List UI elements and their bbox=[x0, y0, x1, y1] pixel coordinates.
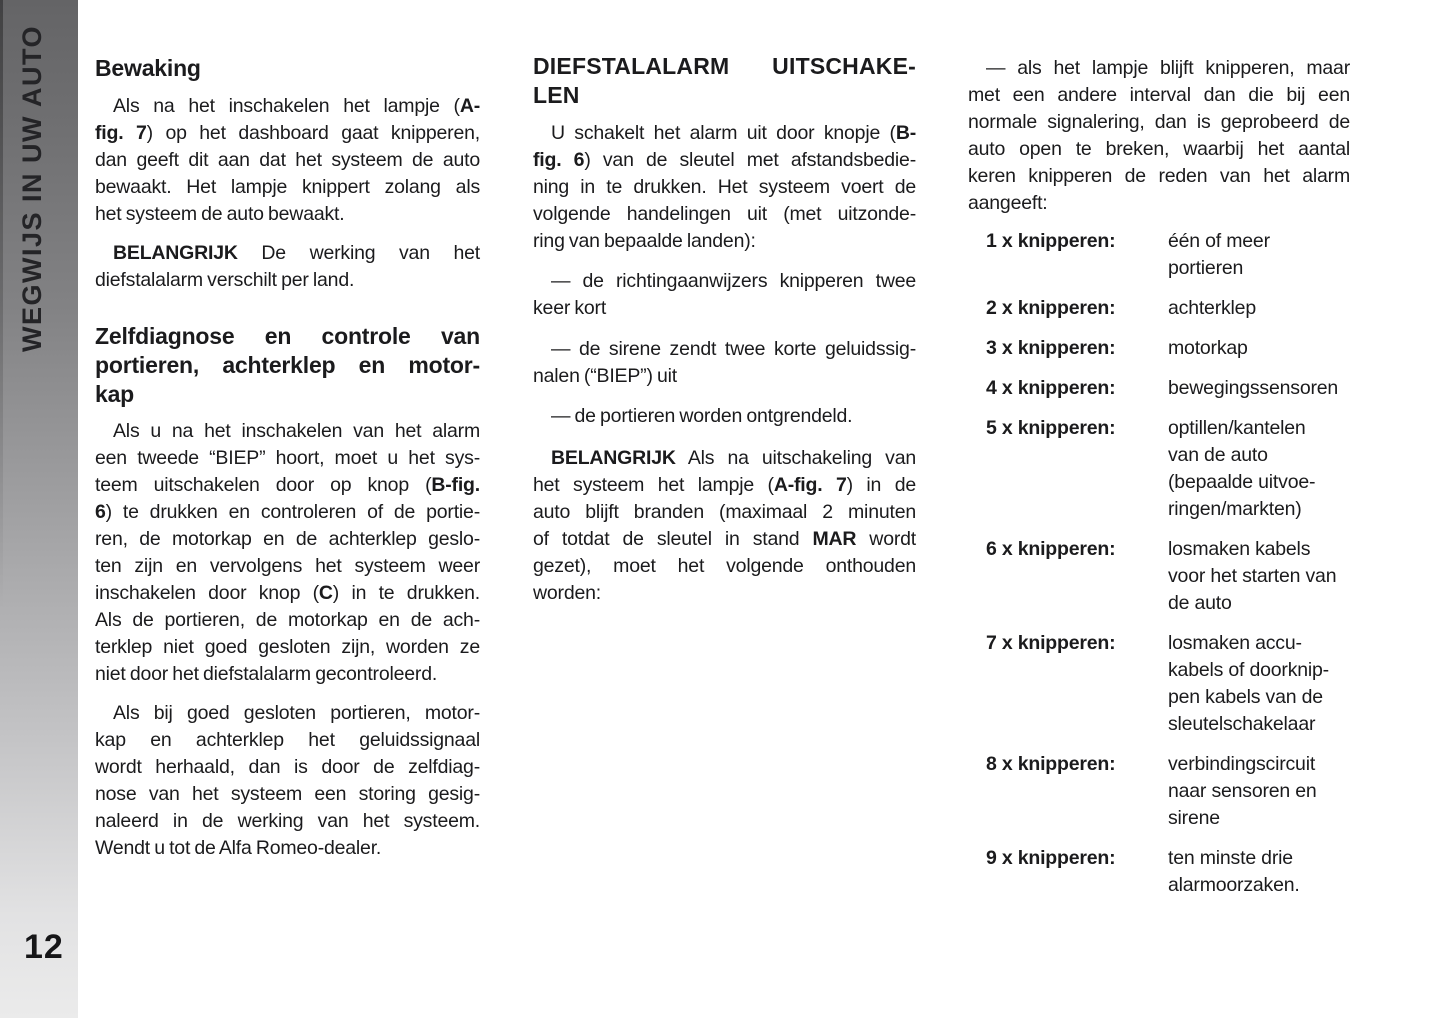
list-row bbox=[968, 845, 1350, 899]
text-line: — de sirene zendt twee korte geluidssig- bbox=[551, 338, 916, 360]
text-line: bewegingssensoren bbox=[1168, 377, 1339, 399]
text-line: DIEFSTALALARM UITSCHAKE- bbox=[533, 53, 916, 79]
text-line: achterklep bbox=[1168, 297, 1256, 319]
text-line: naleerd in de werking van het systeem. bbox=[95, 810, 480, 832]
text-line: diefstalalarm verschilt per land. bbox=[95, 269, 355, 291]
text-line: een tweede “BIEP” hoort, moet u het sys- bbox=[95, 447, 480, 469]
sidebar-rail bbox=[0, 0, 78, 1018]
text-line: één of meer bbox=[1168, 230, 1270, 252]
text-line: ten minste drie bbox=[1168, 847, 1293, 869]
text-line: Als bij goed gesloten portieren, motor- bbox=[113, 702, 480, 724]
text-line: pen kabels van de bbox=[1168, 686, 1323, 708]
heading-diefstalalarm-uitschakelen bbox=[533, 52, 916, 110]
text-line: kap bbox=[95, 381, 135, 407]
paragraph-zelfdiagnose-2 bbox=[95, 700, 480, 862]
text-line: inschakelen door knop (C) in te drukken. bbox=[95, 582, 480, 604]
text-line: losmaken kabels bbox=[1168, 538, 1311, 560]
text-line: 6) te drukken en controleren of de portie- bbox=[95, 501, 480, 523]
list-row bbox=[968, 415, 1350, 523]
text-line: ning in te drukken. Het systeem voert de bbox=[533, 176, 916, 198]
text-line: niet door het diefstalalarm gecontroleerd. bbox=[95, 663, 438, 685]
text-line: Zelfdiagnose en controle van bbox=[95, 323, 480, 349]
chapter-vertical-label: WEGWIJS IN UW AUTO bbox=[17, 25, 47, 352]
text-line: dan geeft dit aan dat het systeem de auto bbox=[95, 149, 480, 171]
text-line: Als na het inschakelen het lampje (A- bbox=[113, 95, 480, 117]
list-row bbox=[968, 630, 1350, 738]
text-line: BELANGRIJK Als na uitschakeling van bbox=[551, 447, 916, 469]
list-row bbox=[968, 375, 1350, 402]
text-line: motorkap bbox=[1168, 337, 1248, 359]
text-line: portieren bbox=[1168, 257, 1244, 279]
text-line: het systeem het lampje (A-fig. 7) in de bbox=[533, 474, 917, 496]
text-line: sleutelschakelaar bbox=[1168, 713, 1316, 735]
list-term: 3 x knipperen: bbox=[986, 337, 1116, 359]
list-description bbox=[1168, 415, 1350, 523]
list-description bbox=[1168, 295, 1350, 322]
column-left bbox=[95, 55, 480, 862]
text-line: nalen (“BIEP”) uit bbox=[533, 365, 677, 387]
column-middle bbox=[533, 52, 916, 607]
text-line: portieren, achterklep en motor- bbox=[95, 352, 480, 378]
text-line: fig. 7) op het dashboard gaat knipperen, bbox=[95, 122, 480, 144]
list-term: 6 x knipperen: bbox=[986, 538, 1116, 560]
text-line: normale signalering, dan is geprobeerd de bbox=[968, 111, 1350, 133]
text-line: of totdat de sleutel in stand MAR wordt bbox=[533, 528, 916, 550]
text-line: — de portieren worden ontgrendeld. bbox=[551, 405, 853, 427]
text-line: keer kort bbox=[533, 297, 607, 319]
text-line: ring van bepaalde landen): bbox=[533, 230, 756, 252]
knipperen-list bbox=[968, 228, 1350, 899]
page-number: 12 bbox=[24, 928, 64, 966]
column-right bbox=[968, 55, 1350, 912]
text-line: sirene bbox=[1168, 807, 1220, 829]
heading-bewaking bbox=[95, 55, 480, 82]
text-line: kap en achterklep het geluidssignaal bbox=[95, 729, 480, 751]
list-term: 4 x knipperen: bbox=[986, 377, 1116, 399]
text-line: van de auto bbox=[1168, 444, 1268, 466]
list-term: 5 x knipperen: bbox=[986, 417, 1116, 439]
list-description bbox=[1168, 751, 1350, 832]
text-line: verbindingscircuit bbox=[1168, 753, 1316, 775]
paragraph-uitschakelen-1 bbox=[533, 120, 916, 255]
list-term: 1 x knipperen: bbox=[986, 230, 1116, 252]
list-row bbox=[968, 228, 1350, 282]
text-line: ringen/markten) bbox=[1168, 498, 1302, 520]
list-row bbox=[968, 335, 1350, 362]
heading-zelfdiagnose bbox=[95, 322, 480, 409]
list-description bbox=[1168, 335, 1350, 362]
text-line: Wendt u tot de Alfa Romeo-dealer. bbox=[95, 837, 382, 859]
text-line: keren knipperen de reden van het alarm bbox=[968, 165, 1350, 187]
text-line: fig. 6) van de sleutel met afstandsbedie- bbox=[533, 149, 916, 171]
text-line: voor het starten van bbox=[1168, 565, 1337, 587]
paragraph-lampje-knipperen bbox=[968, 55, 1350, 217]
list-row bbox=[968, 751, 1350, 832]
text-line: optillen/kantelen bbox=[1168, 417, 1306, 439]
text-line: (bepaalde uitvoe- bbox=[1168, 471, 1316, 493]
list-row bbox=[968, 536, 1350, 617]
text-line: volgende handelingen uit (met uitzonde- bbox=[533, 203, 916, 225]
text-line: Als u na het inschakelen van het alarm bbox=[113, 420, 480, 442]
text-line: de auto bbox=[1168, 592, 1232, 614]
paragraph-belangrijk-uitschakeling bbox=[533, 445, 916, 607]
list-description bbox=[1168, 375, 1350, 402]
text-line: kabels of doorknip- bbox=[1168, 659, 1329, 681]
text-line: met een andere interval dan die bij een bbox=[968, 84, 1350, 106]
text-line: naar sensoren en bbox=[1168, 780, 1317, 802]
text-line: losmaken accu- bbox=[1168, 632, 1302, 654]
text-line: aangeeft: bbox=[968, 192, 1048, 214]
text-line: wordt herhaald, dan is door de zelfdiag- bbox=[95, 756, 480, 778]
list-description bbox=[1168, 228, 1350, 282]
paragraph-zelfdiagnose-1 bbox=[95, 418, 480, 688]
text-line: auto open te breken, waarbij het aantal bbox=[968, 138, 1350, 160]
text-line: LEN bbox=[533, 82, 580, 108]
list-description bbox=[1168, 536, 1350, 617]
paragraph-belangrijk-land bbox=[95, 240, 480, 294]
text-line: teem uitschakelen door op knop (B-fig. bbox=[95, 474, 480, 496]
text-line: BELANGRIJK De werking van het bbox=[113, 242, 480, 264]
text-line: — als het lampje blijft knipperen, maar bbox=[986, 57, 1350, 79]
bullet-portieren bbox=[533, 403, 916, 430]
text-line: U schakelt het alarm uit door knopje (B- bbox=[551, 122, 916, 144]
text-line: worden: bbox=[533, 582, 601, 604]
text-line: bewaakt. Het lampje knippert zolang als bbox=[95, 176, 480, 198]
text-line: terklep niet goed gesloten zijn, worden ze bbox=[95, 636, 480, 658]
list-term: 2 x knipperen: bbox=[986, 297, 1116, 319]
bullet-sirene bbox=[533, 336, 916, 390]
bullet-richtingaanwijzers bbox=[533, 268, 916, 322]
list-description bbox=[1168, 845, 1350, 899]
list-description bbox=[1168, 630, 1350, 738]
text-line: het systeem de auto bewaakt. bbox=[95, 203, 345, 225]
text-line: ten zijn en vervolgens het systeem weer bbox=[95, 555, 480, 577]
text-line: auto blijft branden (maximaal 2 minuten bbox=[533, 501, 916, 523]
list-term: 8 x knipperen: bbox=[986, 753, 1116, 775]
text-line: Bewaking bbox=[95, 55, 201, 81]
text-line: — de richtingaanwijzers knipperen twee bbox=[551, 270, 916, 292]
list-row bbox=[968, 295, 1350, 322]
text-line: Als de portieren, de motorkap en de ach- bbox=[95, 609, 480, 631]
list-term: 9 x knipperen: bbox=[986, 847, 1116, 869]
text-line: alarmoorzaken. bbox=[1168, 874, 1300, 896]
paragraph-bewaking-1 bbox=[95, 93, 480, 228]
text-line: ren, de motorkap en de achterklep geslo- bbox=[95, 528, 480, 550]
text-line: nose van het systeem een storing gesig- bbox=[95, 783, 480, 805]
text-line: gezet), moet het volgende onthouden bbox=[533, 555, 916, 577]
list-term: 7 x knipperen: bbox=[986, 632, 1116, 654]
